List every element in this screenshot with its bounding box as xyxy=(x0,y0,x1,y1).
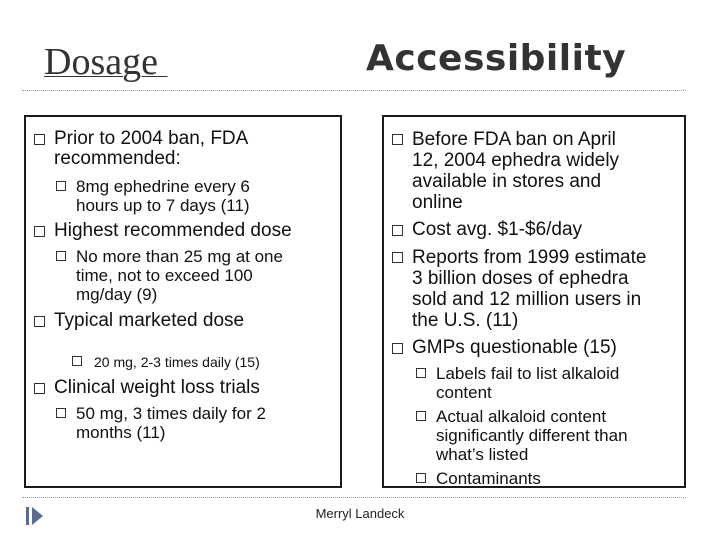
sub-text-line3: mg/day (9) xyxy=(76,285,158,304)
bullet-text-line1: GMPs questionable (15) xyxy=(412,337,617,358)
sub-text-line2: time, not to exceed 100 xyxy=(76,266,253,285)
bullet-text-line1: Clinical weight loss trials xyxy=(54,377,260,398)
bullet-text-line3: available in stores and xyxy=(412,171,602,192)
sub-text-line1: 50 mg, 3 times daily for 2 xyxy=(76,404,266,423)
checkbox-bullet-icon xyxy=(34,226,45,237)
checkbox-bullet-icon xyxy=(56,408,66,418)
bullet-text-line2: recommended: xyxy=(54,148,181,169)
sub-text-line2: content xyxy=(436,383,492,402)
checkbox-bullet-icon xyxy=(392,343,403,354)
checkbox-bullet-icon xyxy=(392,225,403,236)
sub-text-line2: hours up to 7 days (11) xyxy=(76,196,250,215)
sub-text-line3: what’s listed xyxy=(436,445,529,464)
sub-text-line1: No more than 25 mg at one xyxy=(76,247,283,266)
dosage-panel xyxy=(24,115,342,488)
checkbox-bullet-icon xyxy=(416,411,426,421)
checkbox-bullet-icon xyxy=(416,368,426,378)
checkbox-bullet-icon xyxy=(56,251,66,261)
checkbox-bullet-icon xyxy=(392,134,403,145)
sub-text-line1: 8mg ephedrine every 6 xyxy=(76,177,250,196)
header-divider xyxy=(22,90,686,91)
sub-text-line1: Contaminants xyxy=(436,469,541,488)
bullet-text-line3: sold and 12 million users in xyxy=(412,289,642,310)
sub-text-line1: Actual alkaloid content xyxy=(436,407,607,426)
bullet-text-line2: 3 billion doses of ephedra xyxy=(412,268,629,289)
bullet-text-line2: 12, 2004 ephedra widely xyxy=(412,150,620,171)
checkbox-bullet-icon xyxy=(34,316,45,327)
accessibility-panel xyxy=(382,115,686,488)
accessibility-title: Accessibility xyxy=(366,38,627,79)
sub-text-line1: Labels fail to list alkaloid xyxy=(436,364,620,383)
checkbox-bullet-icon xyxy=(56,181,66,191)
checkbox-bullet-icon xyxy=(416,473,426,483)
footer-author: Merryl Landeck xyxy=(315,506,405,521)
bullet-text-line4: online xyxy=(412,192,463,213)
checkbox-bullet-icon xyxy=(34,383,45,394)
bullet-text-line1: Typical marketed dose xyxy=(54,310,245,331)
sub-text-line2: significantly different than xyxy=(436,426,628,445)
bullet-text-line4: the U.S. (11) xyxy=(412,310,519,331)
checkbox-bullet-icon xyxy=(34,134,45,145)
bullet-text-line1: Reports from 1999 estimate xyxy=(412,247,647,268)
bullet-text-line1: Prior to 2004 ban, FDA xyxy=(54,128,249,149)
checkbox-bullet-icon xyxy=(392,252,403,263)
sub-text-line1: 20 mg, 2-3 times daily (15) xyxy=(94,354,260,370)
bullet-text-line1: Cost avg. $1-$6/day xyxy=(412,219,583,240)
sub-text-line2: months (11) xyxy=(76,423,166,442)
footer-divider xyxy=(22,497,686,498)
bullet-text-line1: Highest recommended dose xyxy=(54,220,292,241)
dosage-title: Dosage xyxy=(44,41,168,83)
checkbox-bullet-icon xyxy=(72,356,82,366)
bullet-text-line1: Before FDA ban on April xyxy=(412,129,616,150)
